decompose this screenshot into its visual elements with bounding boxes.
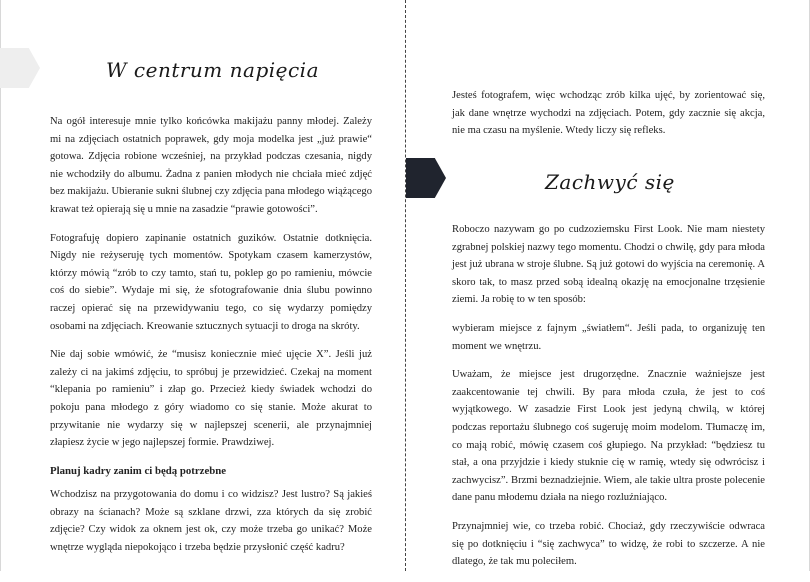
right-intro-paragraph: Jesteś fotografem, więc wchodząc zrób kilka ujęć, by zorientować się, jak dane wnętrze wychodzi na zdjęciach. Potem, gdy zacznie się akcja, nie ma czasu na myślenie. Wtedy liczy się refleks.: [452, 90, 765, 137]
left-page-body: [50, 113, 372, 568]
right-paragraph-1: Roboczo nazywam go po cudzoziemsku First Look. Nie mam niestety zgrabnej polskiej nazwy tego momentu. Chodzi o chwilę, gdy para młoda jest już ubrana w stroje ślubne. Są już gotowi do wyjścia na ceremonię. A skoro tak, to masz przed sobą idealną okazję na emocjonalne trzęsienie ziemi. Ja robię to w ten sposób:: [452, 224, 765, 306]
right-page-body: [452, 221, 765, 582]
right-paragraph-2: wybieram miejsce z fajnym „światłem“. Jeśli pada, to organizuję ten moment we wnętrzu.: [452, 322, 765, 352]
page-gutter-divider: [405, 0, 406, 571]
right-page-intro: [452, 87, 765, 151]
right-chapter-marker-icon: [406, 158, 446, 198]
left-paragraph-3: Nie daj sobie wmówić, że “musisz koniecznie mieć ujęcie X”. Jeśli już zależy ci na jakimś zdjęciu, to spróbuj je przewidzieć. Czekaj na moment “klepania po ramieniu” i złap go. Przecież kiedy świadek wchodzi do pokoju pana młodego z góry wiadomo co się stanie. Może akurat to przywitanie nie wydarzy się w najlepszej scenerii, ale przynajmniej złapiesz życie w jego najlepszej formie. Prawdziwej.: [50, 349, 372, 449]
left-paragraph-1: Na ogół interesuje mnie tylko końcówka makijażu panny młodej. Zależy mi na zdjęciach ostatnich poprawek, gdy moja modelka jest „już prawie“ gotowa. Zdjęcia robione wcześniej, na przykład podczas czesania, nigdy nie wchodziły do albumu. Żadna z panien młodych nie chciała mieć zdjęć bez makijażu. Ubieranie sukni ślubnej czy zdjęcia pana młodego wiążącego krawat też opierają się u mnie na zasadzie “prawie gotowości”.: [50, 116, 372, 215]
left-paragraph-4: Wchodzisz na przygotowania do domu i co widzisz? Jest lustro? Są jakieś obrazy na ścianach? Może są szklane drzwi, zza których da się zrobić zdjęcie? Czy widok za oknem jest ok, czy może trzeba go unikać? Może wnętrze wygląda niepokojąco i trzeba będzie przysłonić część kadru?: [50, 489, 372, 554]
right-page-title: Zachwyć się: [545, 170, 675, 194]
left-subheading: Planuj kadry zanim ci będą potrzebne: [50, 464, 227, 477]
left-paragraph-2: Fotografuję dopiero zapinanie ostatnich guzików. Ostatnie dotknięcia. Nigdy nie reżyseruję tych momentów. Spotykam czasem kamerzystów, którzy mówią “zrób to czy tamto, stań tu, poklep go po ramieniu, mówcie coś do siebie”. Wydaje mi się, że sfotografowanie dnia ślubu powinno raczej opierać się na przewidywaniu tego, co się wydarzy pomiędzy osobami na zdjęciach. Kreowanie sztucznych sytuacji to droga na skróty.: [50, 232, 372, 332]
right-paragraph-4: Przynajmniej wie, co trzeba robić. Chociaż, gdy rzeczywiście odwraca się po dotknięciu i “się zachwyca” to widzę, że robi to szczerze. A nie dlatego, że tak mu poleciłem.: [452, 520, 765, 568]
right-paragraph-3: Uważam, że miejsce jest drugorzędne. Znacznie ważniejsze jest zaakcentowanie tej chwili. By para młoda czuła, że jest to coś wyjątkowego. W zasadzie First Look jest jedyną chwilą, w której podczas reportażu ślubnego coś sugeruję moim modelom. Tłumaczę im, co mają robić, mówię czasem coś głupiego. Na przykład: “będziesz tu stał, a ona przyjdzie i kiedy stuknie cię w ramię, wtedy się odwrócisz i zachwycisz”. Brzmi beznadziejnie. Wiem, ale takie ultra proste polecenie dane panu młodemu działa na niego rozluźniająco.: [452, 369, 765, 504]
left-chapter-marker-icon: [0, 48, 40, 88]
left-page-title: W centrum napięcia: [106, 58, 319, 82]
